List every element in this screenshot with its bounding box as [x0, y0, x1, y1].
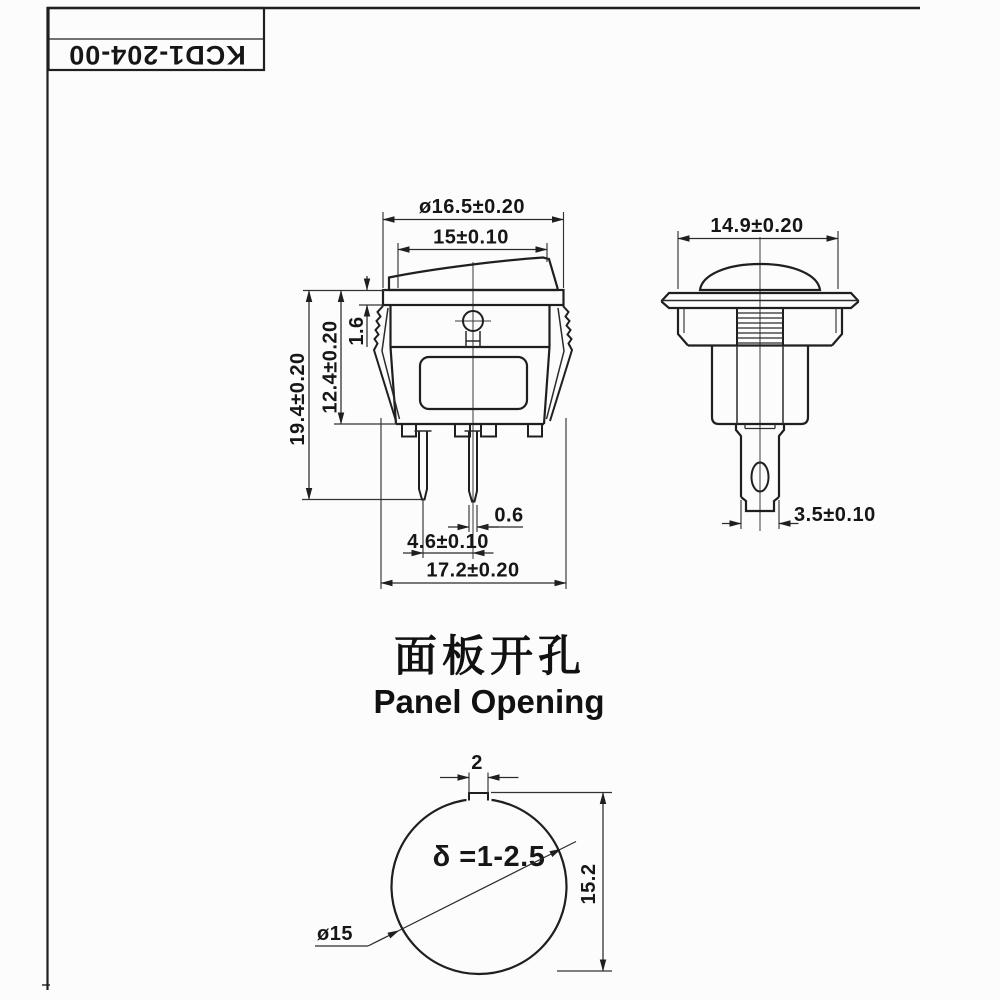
panel-opening-drawing — [315, 752, 612, 974]
panel-opening-section — [315, 633, 612, 974]
dim-cutout-height: 15.2 — [578, 863, 600, 905]
dim-rocker-width: 15±0.10 — [433, 226, 509, 249]
leader-arrow-lower — [368, 931, 399, 947]
dim-hole-diameter: ø15 — [317, 923, 353, 945]
dim-overall-height: 19.4±0.20 — [287, 352, 309, 446]
dim-body-height: 12.4±0.20 — [319, 320, 342, 414]
ext-notch-width — [469, 773, 488, 794]
dim-side-terminal-width: 3.5±0.10 — [794, 504, 876, 526]
title-block — [49, 8, 265, 70]
dim-notch-width: 2 — [471, 752, 483, 774]
side-view-drawing — [662, 215, 876, 531]
dim-overall-width: 17.2±0.20 — [426, 559, 520, 582]
panel-opening-title-en: Panel Opening — [373, 683, 605, 720]
lower-body — [391, 347, 550, 424]
dim-flange-thickness: 1.6 — [346, 316, 368, 346]
panel-opening-title-zh: 面板开孔 — [394, 633, 586, 681]
part-number: KCD1-204-00 — [68, 40, 246, 70]
dim-side-body-width: 14.9±0.20 — [710, 215, 804, 237]
leader-tail — [561, 842, 576, 850]
ext-flange-thickness — [303, 291, 385, 306]
panel-hole-circle — [392, 799, 567, 974]
terminal-left — [419, 431, 427, 500]
dim-terminal-thickness: 0.6 — [494, 504, 524, 527]
dim-flange-diameter: ø16.5±0.20 — [418, 196, 526, 218]
dim-terminal-spacing: 4.6±0.10 — [407, 531, 489, 553]
dim-panel-thickness: δ =1-2.5 — [432, 841, 546, 873]
front-view-drawing — [287, 196, 572, 589]
rib-lines — [737, 313, 783, 343]
